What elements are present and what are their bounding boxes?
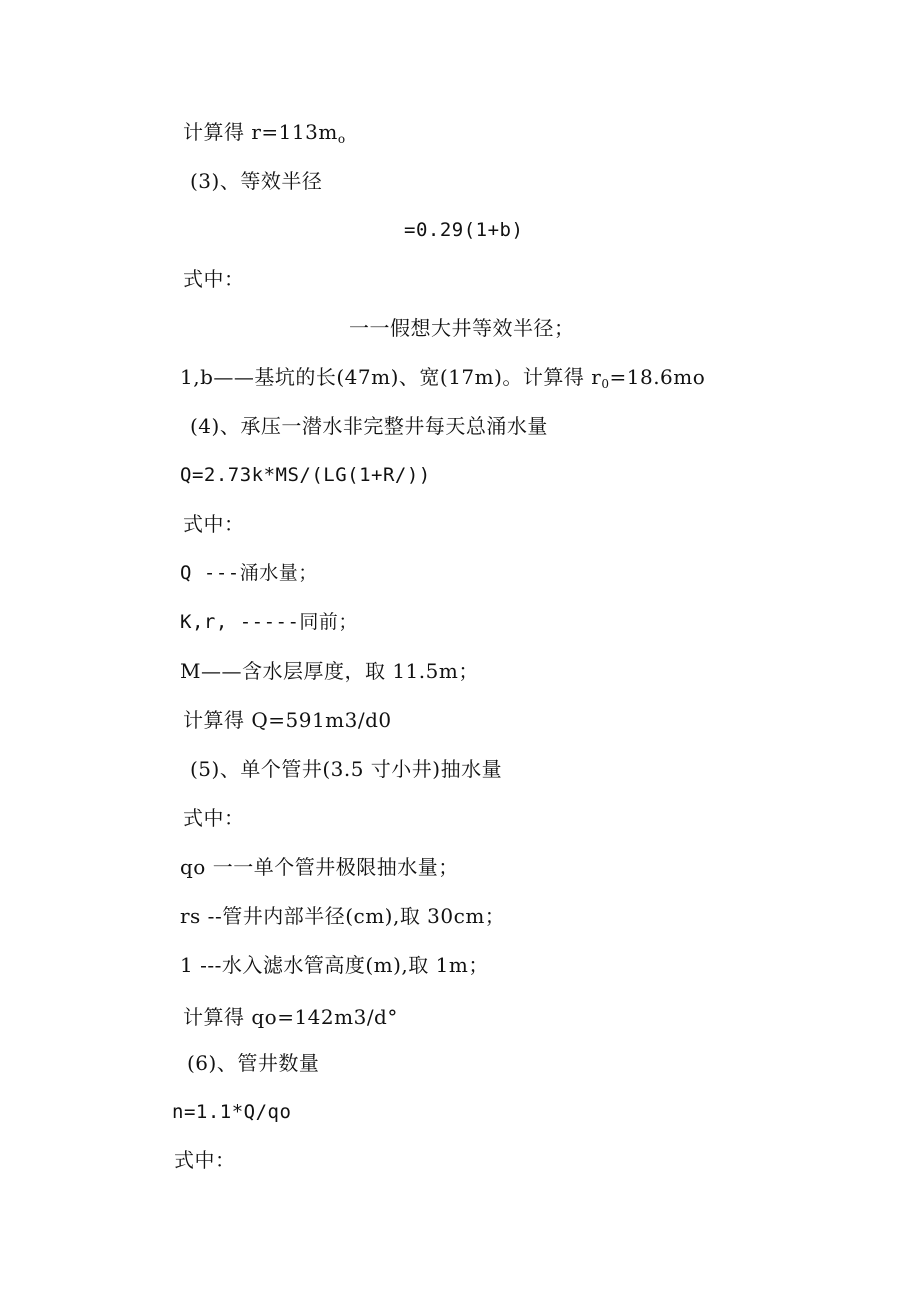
pit-dimensions-result: =18.6mo [609, 365, 706, 389]
qo-definition: qo 一一单个管井极限抽水量； [180, 855, 459, 879]
m-definition: M——含水层厚度，取 11.5m； [180, 659, 479, 683]
equivalent-radius-formula: =0.29(1+b) [404, 219, 524, 241]
k-r-definition: K,r, -----同前； [180, 611, 358, 633]
calc-result-q: 计算得 Q=591m3/d0 [183, 708, 392, 732]
where-label-3: 式中： [183, 806, 245, 830]
pit-dimensions-subscript: 0 [601, 377, 610, 391]
calc-result-r-subscript: o [337, 132, 346, 146]
section-3-heading: (3)、等效半径 [190, 169, 323, 193]
equivalent-radius-definition: 一一假想大井等效半径； [349, 316, 575, 340]
pit-dimensions-text: 1,b——基坑的长(47m)、宽(17m)。计算得 r [180, 365, 602, 389]
calc-result-qo: 计算得 qo=142m3/d° [183, 1005, 398, 1029]
where-label-1: 式中： [183, 267, 245, 291]
calc-result-r [183, 120, 346, 144]
pit-dimensions-line [180, 365, 705, 389]
section-5-heading: (5)、单个管井(3.5 寸小井)抽水量 [190, 757, 503, 781]
section-6-heading: (6)、管井数量 [187, 1051, 320, 1075]
well-count-formula: n=1.1*Q/qo [172, 1101, 292, 1123]
where-label-4: 式中： [174, 1148, 236, 1172]
q-definition: Q ---涌水量； [180, 562, 318, 584]
calc-result-r-text: 计算得 r=113m [183, 120, 338, 144]
section-4-heading: (4)、承压一潜水非完整井每天总涌水量 [190, 414, 548, 438]
rs-definition: rs --管井内部半径(cm),取 30cm； [180, 904, 506, 928]
l-definition: 1 ---水入滤水管高度(m),取 1m； [180, 953, 489, 977]
total-inflow-formula: Q=2.73k*MS/(LG(1+R/)) [180, 464, 431, 486]
where-label-2: 式中： [183, 512, 245, 536]
